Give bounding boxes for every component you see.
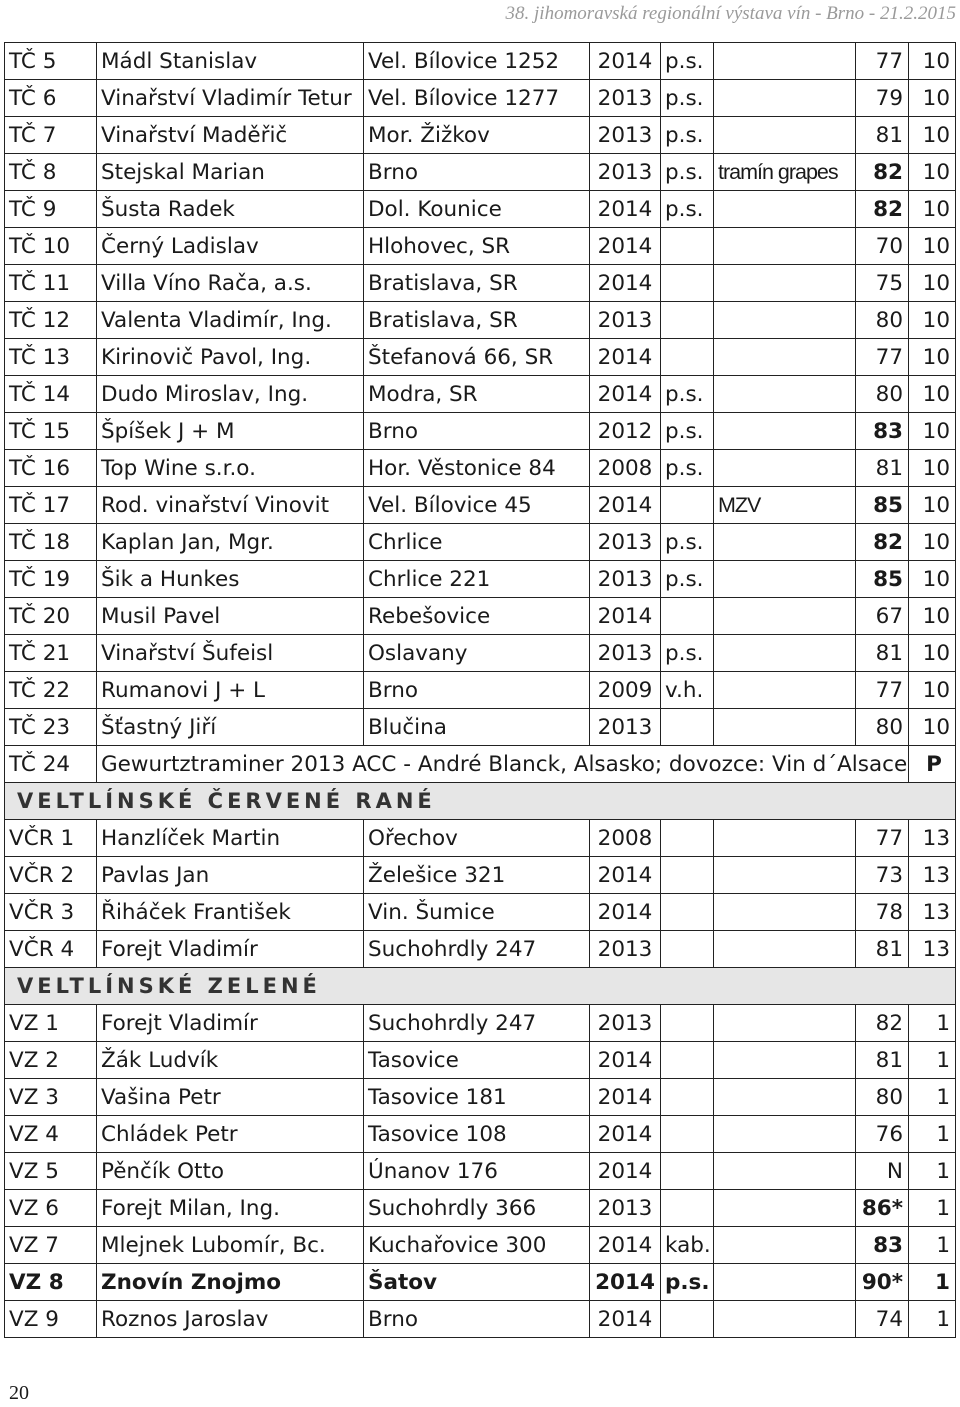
wine-note: [714, 1042, 856, 1079]
category-number: 10: [909, 191, 956, 228]
wine-note: [714, 709, 856, 746]
entry-code: VČR 3: [5, 894, 97, 931]
wine-note: [714, 598, 856, 635]
vintage-year: 2013: [590, 635, 661, 672]
table-row: [5, 43, 956, 80]
producer-place: Vel. Bílovice 1252: [364, 43, 590, 80]
producer-name: Hanzlíček Martin: [97, 820, 364, 857]
category-number: 1: [909, 1264, 956, 1301]
entry-code: TČ 6: [5, 80, 97, 117]
wine-note: [714, 894, 856, 931]
table-row: [5, 265, 956, 302]
entry-code: TČ 17: [5, 487, 97, 524]
category-number: 13: [909, 931, 956, 968]
wine-note: [714, 857, 856, 894]
vintage-year: 2014: [590, 228, 661, 265]
producer-place: Brno: [364, 1301, 590, 1338]
category-number: 1: [909, 1301, 956, 1338]
entry-code: TČ 11: [5, 265, 97, 302]
vintage-year: 2014: [590, 191, 661, 228]
category-number: 13: [909, 857, 956, 894]
wine-attribute: kab.: [661, 1227, 714, 1264]
vintage-year: 2013: [590, 117, 661, 154]
wine-attribute: [661, 1079, 714, 1116]
score: N: [856, 1153, 909, 1190]
table-row: [5, 1079, 956, 1116]
producer-name: Černý Ladislav: [97, 228, 364, 265]
wine-attribute: [661, 857, 714, 894]
category-number: 10: [909, 339, 956, 376]
producer-place: Dol. Kounice: [364, 191, 590, 228]
vintage-year: 2013: [590, 1190, 661, 1227]
producer-name: Dudo Miroslav, Ing.: [97, 376, 364, 413]
wine-attribute: p.s.: [661, 376, 714, 413]
producer-place: Želešice 321: [364, 857, 590, 894]
vintage-year: 2009: [590, 672, 661, 709]
wine-note: [714, 450, 856, 487]
wine-note: [714, 228, 856, 265]
score: 83: [856, 1227, 909, 1264]
wine-note: [714, 376, 856, 413]
wine-note: [714, 1190, 856, 1227]
producer-name: Šusta Radek: [97, 191, 364, 228]
entry-code: TČ 21: [5, 635, 97, 672]
vintage-year: 2013: [590, 154, 661, 191]
page-header: 38. jihomoravská regionální výstava vín - Brno - 21.2.2015: [505, 3, 956, 24]
vintage-year: 2014: [590, 1264, 661, 1301]
producer-name: Šťastný Jiří: [97, 709, 364, 746]
producer-place: Blučina: [364, 709, 590, 746]
vintage-year: 2013: [590, 561, 661, 598]
category-number: 10: [909, 450, 956, 487]
category-number: 13: [909, 894, 956, 931]
entry-code: TČ 7: [5, 117, 97, 154]
entry-code: VZ 7: [5, 1227, 97, 1264]
producer-place: Tasovice 108: [364, 1116, 590, 1153]
producer-place: Mor. Žižkov: [364, 117, 590, 154]
wine-attribute: [661, 1301, 714, 1338]
producer-name: Forejt Milan, Ing.: [97, 1190, 364, 1227]
results-table: [4, 42, 956, 1338]
vintage-year: 2013: [590, 1005, 661, 1042]
entry-code: TČ 9: [5, 191, 97, 228]
entry-code: TČ 13: [5, 339, 97, 376]
category-number: 1: [909, 1005, 956, 1042]
entry-code: TČ 19: [5, 561, 97, 598]
score: 81: [856, 117, 909, 154]
table-row: [5, 228, 956, 265]
table-row: [5, 1153, 956, 1190]
producer-name: Kaplan Jan, Mgr.: [97, 524, 364, 561]
wine-note: [714, 1079, 856, 1116]
entry-code: VZ 8: [5, 1264, 97, 1301]
wine-attribute: [661, 820, 714, 857]
category-number: 10: [909, 413, 956, 450]
wine-attribute: [661, 709, 714, 746]
vintage-year: 2013: [590, 302, 661, 339]
score: 86*: [856, 1190, 909, 1227]
entry-code: TČ 14: [5, 376, 97, 413]
score: 79: [856, 80, 909, 117]
producer-place: Brno: [364, 672, 590, 709]
producer-place: Vel. Bílovice 1277: [364, 80, 590, 117]
wine-note: [714, 302, 856, 339]
entry-code: VČR 1: [5, 820, 97, 857]
score: 77: [856, 43, 909, 80]
score: 80: [856, 1079, 909, 1116]
score: 67: [856, 598, 909, 635]
category-number: 10: [909, 154, 956, 191]
wine-note: [714, 931, 856, 968]
vintage-year: 2008: [590, 450, 661, 487]
vintage-year: 2014: [590, 894, 661, 931]
table-row: [5, 746, 956, 783]
wine-attribute: p.s.: [661, 1264, 714, 1301]
score: 80: [856, 302, 909, 339]
wine-attribute: p.s.: [661, 524, 714, 561]
page-number: 20: [9, 1382, 29, 1404]
table-row: [5, 524, 956, 561]
entry-code: TČ 16: [5, 450, 97, 487]
table-row: [5, 80, 956, 117]
wine-note: [714, 265, 856, 302]
table-row: [5, 931, 956, 968]
table-row: [5, 598, 956, 635]
entry-code: VZ 4: [5, 1116, 97, 1153]
wine-attribute: [661, 487, 714, 524]
producer-name: Valenta Vladimír, Ing.: [97, 302, 364, 339]
producer-place: Rebešovice: [364, 598, 590, 635]
producer-place: Suchohrdly 366: [364, 1190, 590, 1227]
wine-note: MZV: [714, 487, 856, 524]
producer-place: Brno: [364, 413, 590, 450]
category-number: 1: [909, 1042, 956, 1079]
score: 82: [856, 191, 909, 228]
table-row: [5, 672, 956, 709]
section-title: VELTLÍNSKÉ ČERVENÉ RANÉ: [5, 783, 956, 820]
entry-code: TČ 10: [5, 228, 97, 265]
score: 74: [856, 1301, 909, 1338]
wine-note: [714, 1005, 856, 1042]
wine-note: [714, 820, 856, 857]
wine-attribute: p.s.: [661, 154, 714, 191]
category-number: 10: [909, 228, 956, 265]
producer-name: Rumanovi J + L: [97, 672, 364, 709]
vintage-year: 2012: [590, 413, 661, 450]
producer-place: Chrlice: [364, 524, 590, 561]
producer-place: Suchohrdly 247: [364, 1005, 590, 1042]
wine-attribute: v.h.: [661, 672, 714, 709]
producer-place: Brno: [364, 154, 590, 191]
vintage-year: 2014: [590, 1301, 661, 1338]
score: 75: [856, 265, 909, 302]
producer-name: Mádl Stanislav: [97, 43, 364, 80]
producer-name: Forejt Vladimír: [97, 1005, 364, 1042]
wine-note: [714, 1116, 856, 1153]
category-number: 10: [909, 561, 956, 598]
wine-note: [714, 561, 856, 598]
wine-attribute: [661, 1116, 714, 1153]
entry-code: TČ 24: [5, 746, 97, 783]
table-row: [5, 1190, 956, 1227]
section-header-vz: [5, 968, 956, 1005]
wine-attribute: [661, 894, 714, 931]
producer-place: Kuchařovice 300: [364, 1227, 590, 1264]
producer-name: Šik a Hunkes: [97, 561, 364, 598]
producer-name: Pěnčík Otto: [97, 1153, 364, 1190]
producer-place: Tasovice 181: [364, 1079, 590, 1116]
score: 81: [856, 635, 909, 672]
producer-name: Znovín Znojmo: [97, 1264, 364, 1301]
category-number: 1: [909, 1190, 956, 1227]
table-row: [5, 191, 956, 228]
wine-note: [714, 672, 856, 709]
vintage-year: 2014: [590, 1153, 661, 1190]
section-title: VELTLÍNSKÉ ZELENÉ: [5, 968, 956, 1005]
table-row: [5, 1301, 956, 1338]
category-number: 1: [909, 1153, 956, 1190]
vintage-year: 2014: [590, 265, 661, 302]
category-number: 10: [909, 43, 956, 80]
wine-attribute: p.s.: [661, 191, 714, 228]
wine-note: [714, 635, 856, 672]
producer-name: Rod. vinařství Vinovit: [97, 487, 364, 524]
producer-name: Vašina Petr: [97, 1079, 364, 1116]
entry-code: VZ 3: [5, 1079, 97, 1116]
producer-place: Chrlice 221: [364, 561, 590, 598]
producer-name: Roznos Jaroslav: [97, 1301, 364, 1338]
category-number: 1: [909, 1116, 956, 1153]
entry-code: VZ 1: [5, 1005, 97, 1042]
producer-name: Špíšek J + M: [97, 413, 364, 450]
entry-code: TČ 23: [5, 709, 97, 746]
category-number: 10: [909, 672, 956, 709]
category-number: 10: [909, 117, 956, 154]
score: 82: [856, 1005, 909, 1042]
category-number: 10: [909, 487, 956, 524]
score: 90*: [856, 1264, 909, 1301]
vintage-year: 2014: [590, 857, 661, 894]
producer-name: Forejt Vladimír: [97, 931, 364, 968]
entry-code: TČ 8: [5, 154, 97, 191]
producer-place: Ořechov: [364, 820, 590, 857]
producer-name: Vinařství Vladimír Tetur: [97, 80, 364, 117]
wine-attribute: [661, 265, 714, 302]
vintage-year: 2013: [590, 931, 661, 968]
entry-code: VZ 5: [5, 1153, 97, 1190]
producer-name: Pavlas Jan: [97, 857, 364, 894]
entry-code: VČR 4: [5, 931, 97, 968]
wine-attribute: [661, 1190, 714, 1227]
producer-place: Oslavany: [364, 635, 590, 672]
wine-attribute: [661, 339, 714, 376]
score: 80: [856, 709, 909, 746]
entry-code: TČ 22: [5, 672, 97, 709]
table-row: [5, 487, 956, 524]
table-row: [5, 1005, 956, 1042]
wine-note: [714, 43, 856, 80]
entry-code: TČ 15: [5, 413, 97, 450]
wine-note: [714, 339, 856, 376]
producer-place: Vin. Šumice: [364, 894, 590, 931]
producer-name: Řiháček František: [97, 894, 364, 931]
score: 81: [856, 450, 909, 487]
score: 83: [856, 413, 909, 450]
vintage-year: 2014: [590, 1079, 661, 1116]
score: 82: [856, 524, 909, 561]
entry-code: VZ 2: [5, 1042, 97, 1079]
score: 80: [856, 376, 909, 413]
producer-name: Žák Ludvík: [97, 1042, 364, 1079]
score: 73: [856, 857, 909, 894]
producer-place: Modra, SR: [364, 376, 590, 413]
vintage-year: 2014: [590, 487, 661, 524]
category-number: 1: [909, 1227, 956, 1264]
category-number: 10: [909, 598, 956, 635]
vintage-year: 2013: [590, 80, 661, 117]
score: 81: [856, 931, 909, 968]
entry-code: TČ 18: [5, 524, 97, 561]
producer-place: Bratislava, SR: [364, 265, 590, 302]
vintage-year: 2014: [590, 376, 661, 413]
wine-attribute: [661, 931, 714, 968]
vintage-year: 2014: [590, 1042, 661, 1079]
table-row: [5, 450, 956, 487]
wine-note: [714, 524, 856, 561]
wine-attribute: [661, 598, 714, 635]
score: 70: [856, 228, 909, 265]
wine-attribute: p.s.: [661, 43, 714, 80]
vintage-year: 2014: [590, 339, 661, 376]
producer-name: Vinařství Maděřič: [97, 117, 364, 154]
category-number: 10: [909, 376, 956, 413]
producer-place: Bratislava, SR: [364, 302, 590, 339]
wine-note: [714, 191, 856, 228]
producer-name: Stejskal Marian: [97, 154, 364, 191]
wine-note: [714, 1153, 856, 1190]
table-row: [5, 1264, 956, 1301]
category-number: 13: [909, 820, 956, 857]
vintage-year: 2014: [590, 1227, 661, 1264]
wine-note: [714, 1264, 856, 1301]
category-number: 10: [909, 524, 956, 561]
score: 76: [856, 1116, 909, 1153]
table-row: [5, 857, 956, 894]
vintage-year: 2013: [590, 709, 661, 746]
producer-place: Hor. Věstonice 84: [364, 450, 590, 487]
entry-code: VZ 9: [5, 1301, 97, 1338]
table-row: [5, 154, 956, 191]
table-row: [5, 413, 956, 450]
table-row: [5, 709, 956, 746]
table-row: [5, 339, 956, 376]
vintage-year: 2014: [590, 598, 661, 635]
producer-name: Chládek Petr: [97, 1116, 364, 1153]
producer-place: Šatov: [364, 1264, 590, 1301]
table-row: [5, 376, 956, 413]
category-number: 10: [909, 80, 956, 117]
score: 85: [856, 487, 909, 524]
producer-name: Musil Pavel: [97, 598, 364, 635]
table-row: [5, 561, 956, 598]
wine-attribute: [661, 1005, 714, 1042]
table-row: [5, 117, 956, 154]
wine-attribute: p.s.: [661, 80, 714, 117]
entry-code: VZ 6: [5, 1190, 97, 1227]
vintage-year: 2013: [590, 524, 661, 561]
wine-attribute: p.s.: [661, 413, 714, 450]
table-row: [5, 1116, 956, 1153]
wine-attribute: [661, 1042, 714, 1079]
wine-attribute: [661, 228, 714, 265]
score: 85: [856, 561, 909, 598]
table-row: [5, 635, 956, 672]
producer-place: Vel. Bílovice 45: [364, 487, 590, 524]
category-number: 10: [909, 635, 956, 672]
wine-note: tramín grapes: [714, 154, 856, 191]
category-number: 1: [909, 1079, 956, 1116]
producer-place: Tasovice: [364, 1042, 590, 1079]
category-number: 10: [909, 302, 956, 339]
producer-name: Vinařství Šufeisl: [97, 635, 364, 672]
vintage-year: 2014: [590, 43, 661, 80]
category-number: 10: [909, 265, 956, 302]
wine-attribute: [661, 1153, 714, 1190]
wine-note: [714, 117, 856, 154]
wine-attribute: [661, 302, 714, 339]
score: 77: [856, 820, 909, 857]
wine-attribute: p.s.: [661, 117, 714, 154]
wine-note: [714, 1227, 856, 1264]
producer-place: Suchohrdly 247: [364, 931, 590, 968]
producer-name: Mlejnek Lubomír, Bc.: [97, 1227, 364, 1264]
wine-description: Gewurtztraminer 2013 ACC - André Blanck, Alsasko; dovozce: Vin d´Alsace: [97, 746, 909, 783]
score: 82: [856, 154, 909, 191]
table-row: [5, 1042, 956, 1079]
wine-attribute: p.s.: [661, 635, 714, 672]
entry-code: TČ 20: [5, 598, 97, 635]
section-header-vcr: [5, 783, 956, 820]
entry-code: VČR 2: [5, 857, 97, 894]
producer-place: Hlohovec, SR: [364, 228, 590, 265]
table-row: [5, 894, 956, 931]
table-row: [5, 302, 956, 339]
score: 77: [856, 339, 909, 376]
wine-note: [714, 1301, 856, 1338]
producer-name: Top Wine s.r.o.: [97, 450, 364, 487]
wine-attribute: p.s.: [661, 450, 714, 487]
producer-place: Štefanová 66, SR: [364, 339, 590, 376]
entry-code: TČ 12: [5, 302, 97, 339]
score: 78: [856, 894, 909, 931]
wine-note: [714, 80, 856, 117]
table-row: [5, 820, 956, 857]
vintage-year: 2014: [590, 1116, 661, 1153]
wine-attribute: p.s.: [661, 561, 714, 598]
producer-name: Kirinovič Pavol, Ing.: [97, 339, 364, 376]
score: 77: [856, 672, 909, 709]
table-row: [5, 1227, 956, 1264]
producer-place: Únanov 176: [364, 1153, 590, 1190]
wine-note: [714, 413, 856, 450]
category-number: 10: [909, 709, 956, 746]
score-mark: P: [909, 746, 956, 783]
entry-code: TČ 5: [5, 43, 97, 80]
score: 81: [856, 1042, 909, 1079]
producer-name: Villa Víno Rača, a.s.: [97, 265, 364, 302]
vintage-year: 2008: [590, 820, 661, 857]
